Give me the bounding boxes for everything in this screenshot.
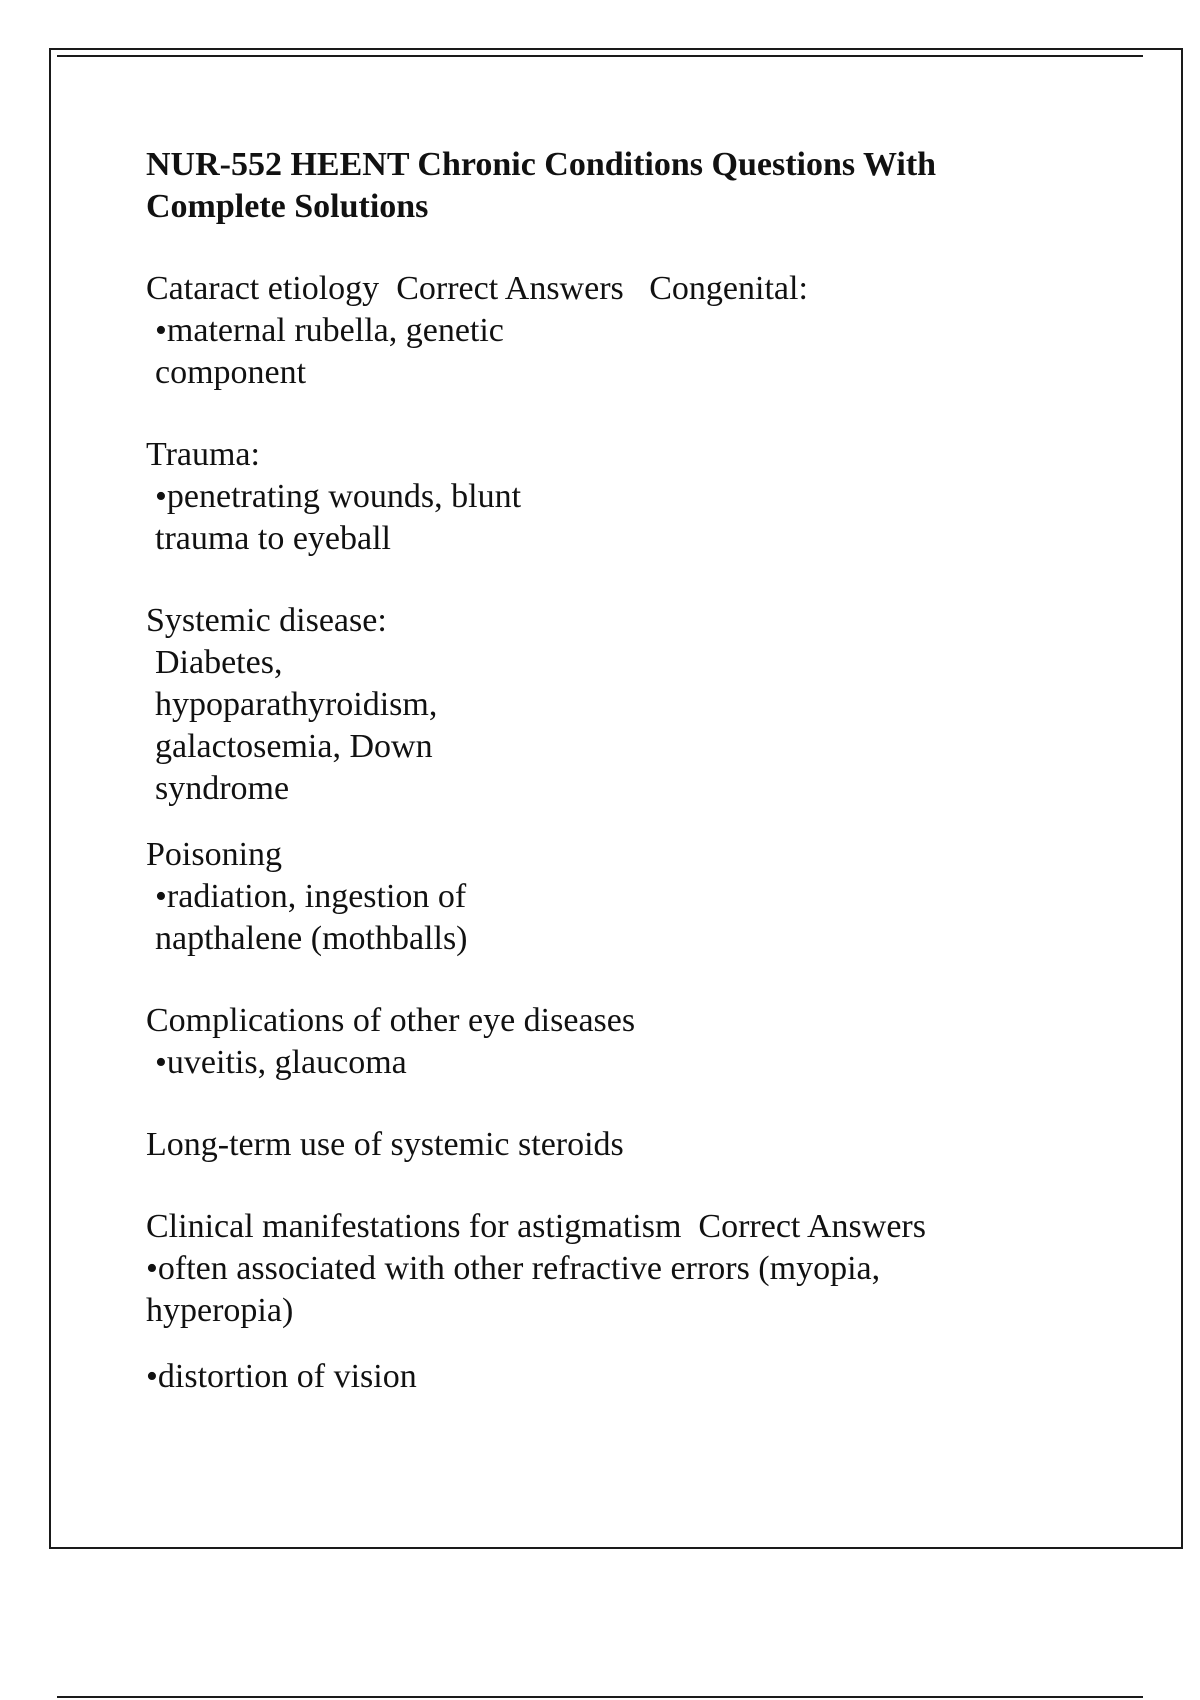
answer-line: •maternal rubella, genetic — [155, 312, 504, 349]
answer-line: •distortion of vision — [146, 1358, 417, 1395]
section-heading: Poisoning — [146, 836, 283, 873]
question-text: Clinical manifestations for astigmatism — [146, 1208, 682, 1245]
answer-line: hyperopia) — [146, 1292, 294, 1329]
section-heading: Systemic disease: — [146, 602, 387, 639]
header-rule — [57, 55, 1143, 57]
answer-line: component — [155, 354, 307, 391]
answer-label: Correct Answers — [698, 1208, 926, 1245]
question-text: Cataract etiology — [146, 270, 380, 307]
section-heading: Trauma: — [146, 436, 260, 473]
answer-line: trauma to eyeball — [155, 520, 392, 557]
answer-line: •uveitis, glaucoma — [155, 1044, 407, 1081]
answer-first-heading: Congenital: — [649, 270, 808, 307]
section-heading: Long-term use of systemic steroids — [146, 1126, 624, 1163]
section-heading: Complications of other eye diseases — [146, 1002, 636, 1039]
answer-line: Diabetes, — [155, 644, 283, 681]
answer-line: •radiation, ingestion of — [155, 878, 467, 915]
answer-line: •often associated with other refractive errors (myopia, — [146, 1250, 881, 1287]
answer-line: galactosemia, Down — [155, 728, 433, 765]
answer-label: Correct Answers — [396, 270, 624, 307]
question-line — [146, 1206, 1046, 1248]
document-body — [146, 144, 1046, 1398]
answer-line: napthalene (mothballs) — [155, 920, 468, 957]
answer-line: syndrome — [155, 770, 290, 807]
answer-line: •penetrating wounds, blunt — [155, 478, 522, 515]
answer-line: hypoparathyroidism, — [155, 686, 438, 723]
document-title: NUR-552 HEENT Chronic Conditions Questions With Complete Solutions — [146, 146, 937, 225]
question-line — [146, 268, 1046, 310]
footer-rule — [57, 1696, 1143, 1698]
